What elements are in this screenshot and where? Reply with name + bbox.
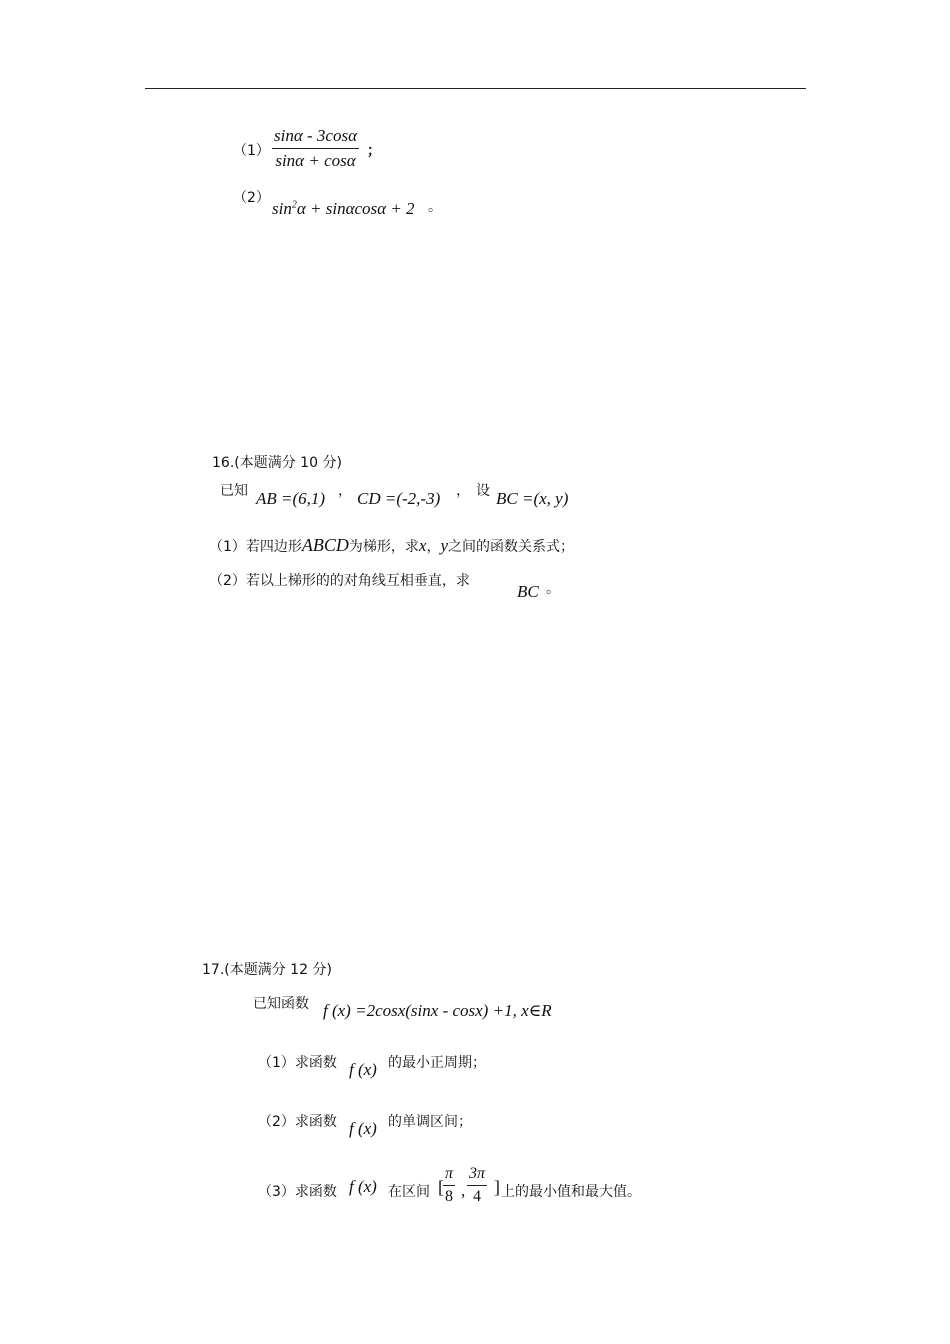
q17-part-1-label: （1）求函数 — [258, 1055, 337, 1071]
q16-var-x: x — [418, 536, 427, 555]
part-1-end: ； — [367, 143, 381, 159]
q16-abcd: ABCD — [301, 535, 349, 555]
q16-part-1 — [209, 535, 574, 556]
q17-fraction-pi-8 — [443, 1165, 455, 1206]
q17-part-1-text: 的最小正周期； — [388, 1055, 486, 1071]
q16-p1-text-b: 为梯形，求 — [348, 539, 419, 555]
q17-frac1-num: π — [443, 1165, 455, 1186]
q16-part-2: （2）若以上梯形的的对角线互相垂直，求 — [209, 573, 470, 589]
q17-right-bracket: ] — [494, 1177, 500, 1197]
fraction-expression — [272, 126, 359, 171]
q17-frac1-den: 8 — [445, 1188, 453, 1205]
q16-given-prefix: 已知 — [220, 483, 248, 499]
q16-comma-2: ， — [456, 483, 470, 499]
part-2-label: （2） — [233, 190, 270, 206]
q17-part-1-f: f (x) — [349, 1060, 377, 1079]
q17-given-prefix: 已知函数 — [253, 996, 309, 1012]
expression-rest: α + sinαcosα + 2 — [296, 199, 415, 218]
q16-vector-ab: AB =(6,1) — [256, 489, 326, 508]
part-2-expression — [272, 199, 415, 219]
part-2-end: 。 — [428, 199, 442, 215]
q16-header: 16.(本题满分 10 分) — [212, 455, 342, 471]
q16-comma-1: ， — [338, 483, 352, 499]
q17-comma: , — [461, 1181, 466, 1200]
superscript: 2 — [291, 199, 297, 211]
q17-part-3-text-a: 在区间 — [388, 1184, 430, 1200]
header-rule — [145, 88, 806, 89]
q16-p1-text-c: ， — [426, 539, 441, 555]
q17-part-3-f: f (x) — [349, 1177, 377, 1196]
q17-header: 17.(本题满分 12 分) — [202, 962, 332, 978]
sin-text: sin — [272, 199, 292, 218]
q16-vector-cd: CD =(-2,-3) — [357, 489, 441, 508]
q17-fraction-3pi-4 — [467, 1165, 487, 1206]
q17-part-2-label: （2）求函数 — [258, 1114, 337, 1130]
q17-function-definition: f (x) =2cosx(sinx - cosx) +1, x∈R — [323, 1001, 552, 1020]
q16-var-y: y — [440, 536, 449, 555]
q16-bc: BC — [517, 582, 539, 601]
q17-part-2-text: 的单调区间； — [388, 1114, 472, 1130]
part-1-label: （1） — [233, 143, 270, 159]
q16-part-2-end: 。 — [546, 581, 560, 597]
q16-set: 设 — [476, 483, 490, 499]
q17-part-3-label: （3）求函数 — [258, 1184, 337, 1200]
q17-part-3-text-b: 上的最小值和最大值。 — [501, 1184, 641, 1200]
q16-p1-text-a: （1）若四边形 — [209, 539, 302, 555]
q17-frac2-den: 4 — [473, 1188, 481, 1205]
q17-part-2-f: f (x) — [349, 1119, 377, 1138]
q17-frac2-num: 3π — [467, 1165, 487, 1186]
fraction-denominator: sinα + cosα — [275, 151, 356, 170]
q16-p1-text-d: 之间的函数关系式； — [448, 539, 575, 555]
fraction-numerator: sinα - 3cosα — [272, 126, 359, 149]
q17-left-bracket: [ — [438, 1177, 444, 1197]
q16-vector-bc: BC =(x, y) — [496, 489, 569, 508]
